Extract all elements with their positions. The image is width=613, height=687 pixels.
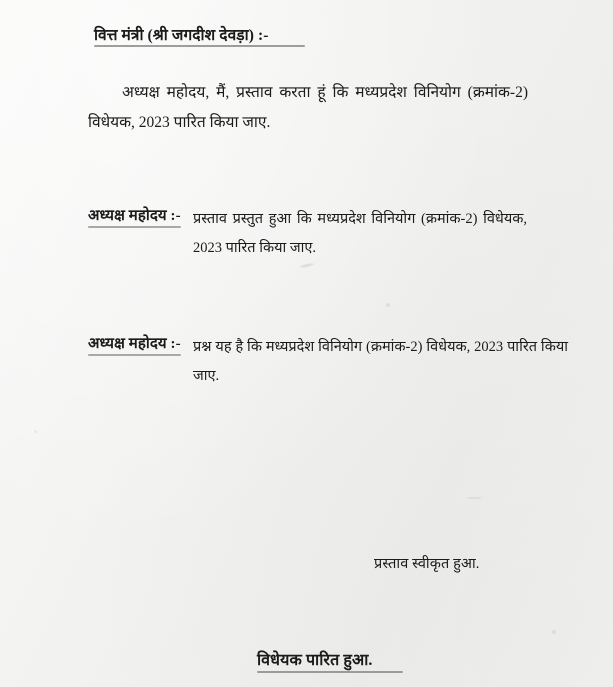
scan-artifact — [552, 630, 556, 634]
heading-underline — [94, 45, 305, 47]
speaker-label-underline-2 — [88, 354, 181, 356]
minister-motion-paragraph: अध्यक्ष महोदय, मैं, प्रस्ताव करता हूं कि मध्यप्रदेश विनियोग (क्रमांक-2) विधेयक, 2023 पारित किया जाए. — [88, 84, 528, 131]
speaker-label-motion-moved: अध्यक्ष महोदय :- — [88, 208, 181, 224]
bill-result-underline — [257, 671, 403, 673]
speaker-label-question: अध्यक्ष महोदय :- — [88, 336, 181, 352]
bill-result-text: विधेयक पारित हुआ. — [257, 652, 373, 669]
speaker-question-paragraph: प्रश्न यह है कि मध्यप्रदेश विनियोग (क्रमांक-2) विधेयक, 2023 पारित किया जाए. — [193, 339, 568, 384]
scan-artifact — [300, 263, 314, 269]
speaker-label-underline-1 — [88, 226, 181, 228]
scan-artifact — [386, 303, 390, 307]
scan-artifact — [34, 430, 37, 433]
speaker-heading-finance-minister: वित्त मंत्री (श्री जगदीश देवड़ा) :- — [94, 27, 269, 44]
speaker-motion-moved-paragraph: प्रस्ताव प्रस्तुत हुआ कि मध्यप्रदेश विनियोग (क्रमांक-2) विधेयक, 2023 पारित किया जाए. — [193, 211, 527, 256]
scan-artifact — [466, 497, 482, 499]
motion-result-text: प्रस्ताव स्वीकृत हुआ. — [374, 556, 480, 572]
